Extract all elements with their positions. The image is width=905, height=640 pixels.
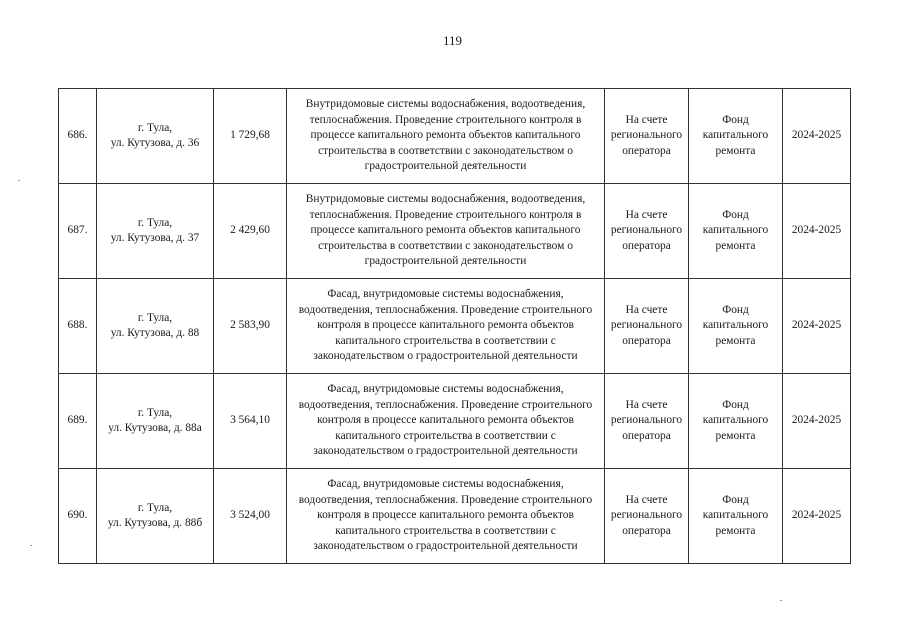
- account-cell: На счете регионального оператора: [605, 279, 689, 374]
- work-type-cell: Фасад, внутридомовые системы водоснабжения, водоотведения, теплоснабжения. Проведение строительного контроля в процессе капитального ремонта объектов капитального строительства в соответствии с законодательством о градостроительной деятельности: [287, 374, 605, 469]
- period-cell: 2024-2025: [783, 184, 851, 279]
- row-number: 690.: [59, 469, 97, 564]
- table-row: [59, 374, 851, 469]
- funding-source-cell: Фонд капитального ремонта: [689, 469, 783, 564]
- funding-source-cell: Фонд капитального ремонта: [689, 279, 783, 374]
- work-type-cell: Внутридомовые системы водоснабжения, водоотведения, теплоснабжения. Проведение строительного контроля в процессе капитального ремонта объектов капитального строительства в соответствии с законодательством о градостроительной деятельности: [287, 89, 605, 184]
- account-cell: На счете регионального оператора: [605, 184, 689, 279]
- funding-source-cell: Фонд капитального ремонта: [689, 374, 783, 469]
- scan-speck: [30, 545, 32, 546]
- period-cell: 2024-2025: [783, 279, 851, 374]
- period-cell: 2024-2025: [783, 89, 851, 184]
- address-cell: г. Тула, ул. Кутузова, д. 36: [97, 89, 214, 184]
- capital-repair-table: [58, 88, 851, 564]
- cost-cell: 2 429,60: [214, 184, 287, 279]
- cost-cell: 3 524,00: [214, 469, 287, 564]
- row-number: 687.: [59, 184, 97, 279]
- funding-source-cell: Фонд капитального ремонта: [689, 184, 783, 279]
- table-row: [59, 279, 851, 374]
- cost-cell: 1 729,68: [214, 89, 287, 184]
- address-cell: г. Тула, ул. Кутузова, д. 88а: [97, 374, 214, 469]
- work-type-cell: Фасад, внутридомовые системы водоснабжения, водоотведения, теплоснабжения. Проведение строительного контроля в процессе капитального ремонта объектов капитального строительства в соответствии с законодательством о градостроительной деятельности: [287, 469, 605, 564]
- scan-speck: [18, 180, 20, 181]
- work-type-cell: Фасад, внутридомовые системы водоснабжения, водоотведения, теплоснабжения. Проведение строительного контроля в процессе капитального ремонта объектов капитального строительства в соответствии с законодательством о градостроительной деятельности: [287, 279, 605, 374]
- table-row: [59, 89, 851, 184]
- address-cell: г. Тула, ул. Кутузова, д. 88: [97, 279, 214, 374]
- period-cell: 2024-2025: [783, 374, 851, 469]
- scan-speck: [780, 600, 782, 601]
- account-cell: На счете регионального оператора: [605, 469, 689, 564]
- account-cell: На счете регионального оператора: [605, 374, 689, 469]
- account-cell: На счете регионального оператора: [605, 89, 689, 184]
- table-row: [59, 469, 851, 564]
- page-number: 119: [442, 33, 463, 48]
- period-cell: 2024-2025: [783, 469, 851, 564]
- address-cell: г. Тула, ул. Кутузова, д. 88б: [97, 469, 214, 564]
- cost-cell: 2 583,90: [214, 279, 287, 374]
- address-cell: г. Тула, ул. Кутузова, д. 37: [97, 184, 214, 279]
- table-row: [59, 184, 851, 279]
- row-number: 688.: [59, 279, 97, 374]
- row-number: 689.: [59, 374, 97, 469]
- funding-source-cell: Фонд капитального ремонта: [689, 89, 783, 184]
- cost-cell: 3 564,10: [214, 374, 287, 469]
- work-type-cell: Внутридомовые системы водоснабжения, водоотведения, теплоснабжения. Проведение строительного контроля в процессе капитального ремонта объектов капитального строительства в соответствии с законодательством о градостроительной деятельности: [287, 184, 605, 279]
- row-number: 686.: [59, 89, 97, 184]
